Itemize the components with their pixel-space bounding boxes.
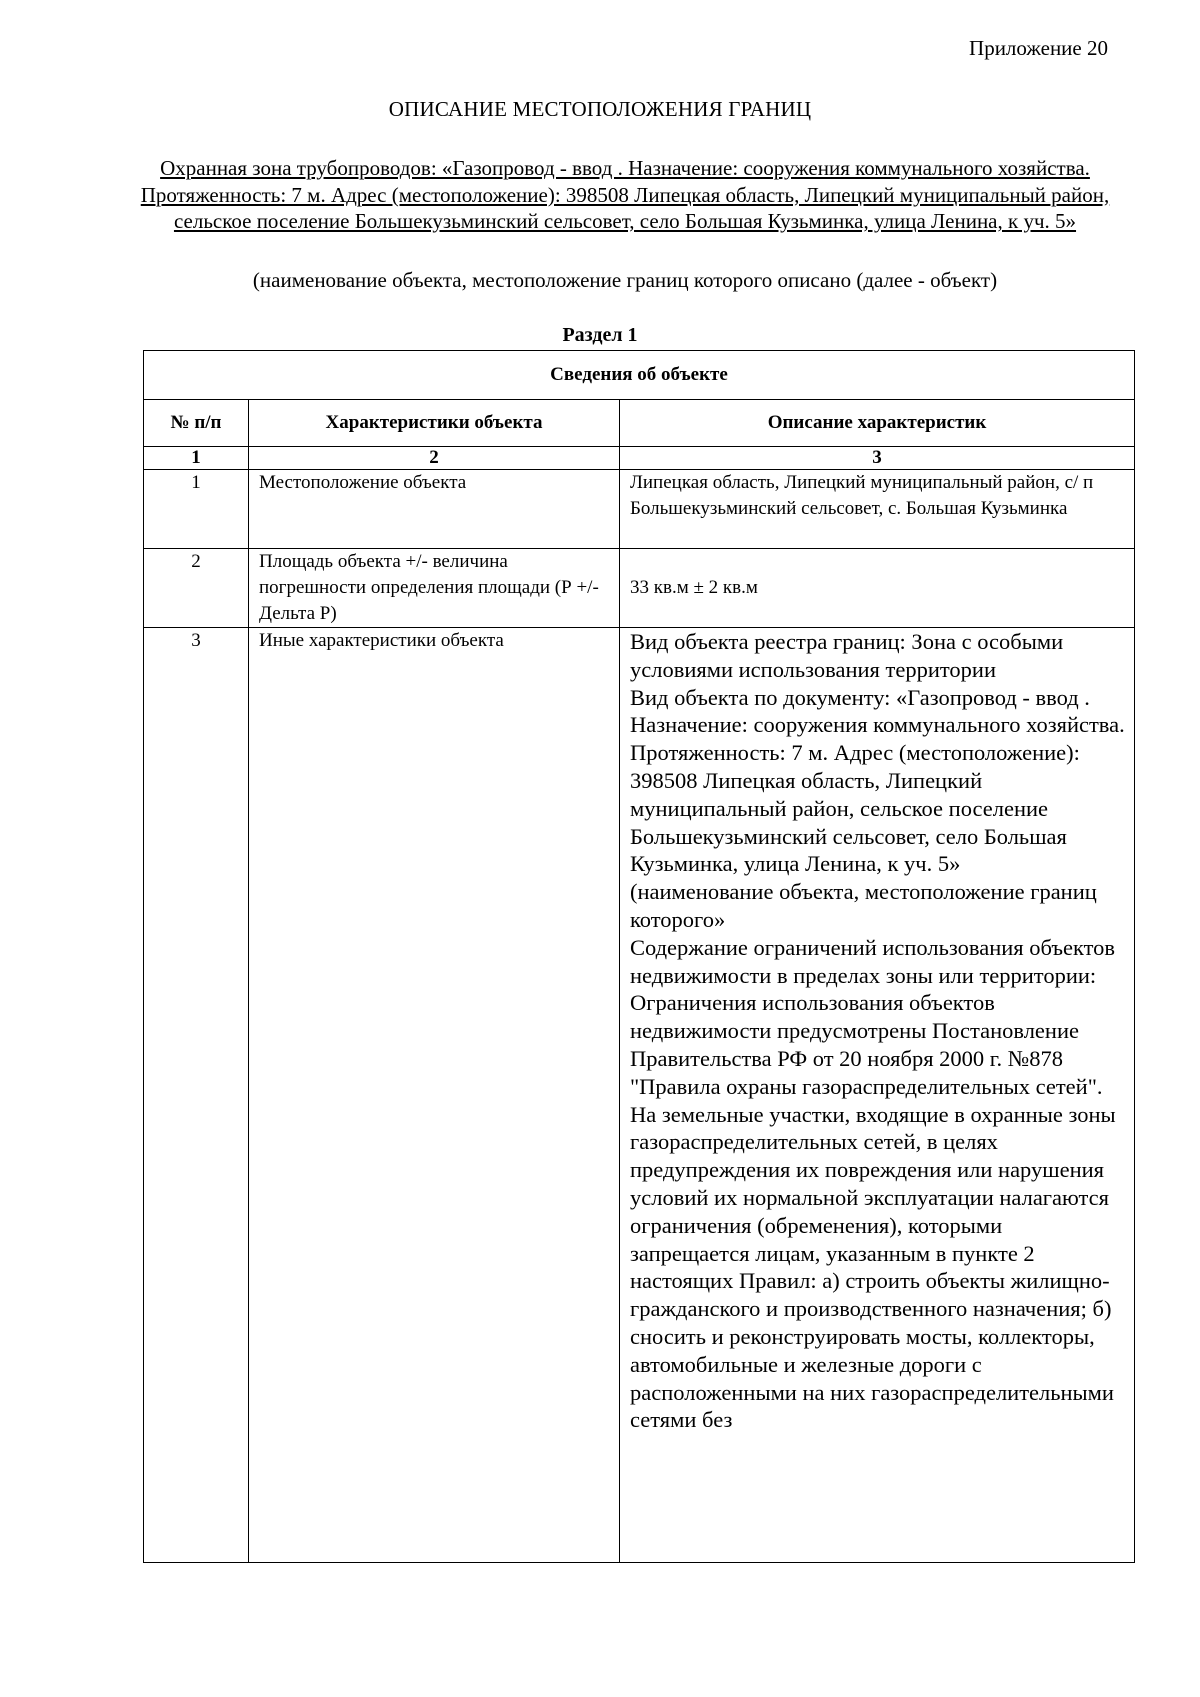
row-characteristic: Иные характеристики объекта <box>249 628 620 1563</box>
row-description: Вид объекта реестра границ: Зона с особыми условиями использования территории Вид объекта по документу: «Газопровод - ввод . Назначение: сооружения коммунального хозяйства. Протяженность: 7 м. Адрес (местоположение): 398508 Липецкая область, Липецкий муниципальный район, сельское поселение Большекузьминский сельсовет, село Большая Кузьминка, улица Ленина, к уч. 5» (наименование объекта, местоположение границ которого» Содержание ограничений использования объектов недвижимости в пределах зоны или территории: Ограничения использования объектов недвижимости предусмотрены Постановление Правительства РФ от 20 ноября 2000 г. №878 "Правила охраны газораспределительных сетей". На земельные участки, входящие в охранные зоны газораспределительных сетей, в целях предупреждения их повреждения или нарушения условий их нормальной эксплуатации налагаются ограничения (обременения), которыми запрещается лицам, указанным в пункте 2 настоящих Правил: а) строить объекты жилищно-гражданского и производственного назначения; б) сносить и реконструировать мосты, коллекторы, автомобильные и железные дороги с расположенными на них газораспределительными сетями без <box>620 628 1135 1563</box>
document-title: ОПИСАНИЕ МЕСТОПОЛОЖЕНИЯ ГРАНИЦ <box>388 97 812 121</box>
row-number: 2 <box>144 549 249 628</box>
section-title: Раздел 1 <box>562 324 638 346</box>
row-number: 3 <box>144 628 249 1563</box>
row-description: Липецкая область, Липецкий муниципальный район, с/ п Большекузьминский сельсовет, с. Большая Кузьминка <box>620 470 1135 549</box>
object-name: Охранная зона трубопроводов: «Газопровод - ввод . Назначение: сооружения коммунального хозяйства. Протяженность: 7 м. Адрес (местоположение): 398508 Липецкая область, Липецкий муниципальный район, сельское поселение Большекузьминский сельсовет, село Большая Кузьминка, улица Ленина, к уч. 5» <box>140 156 1110 233</box>
table-title: Сведения об объекте <box>144 351 1135 400</box>
object-caption: (наименование объекта, местоположение границ которого описано (далее - объект) <box>252 268 998 292</box>
appendix-label: Приложение 20 <box>969 36 1108 60</box>
table-row <box>144 628 1135 1563</box>
column-header-description: Описание характеристик <box>620 400 1135 447</box>
row-description: 33 кв.м ± 2 кв.м <box>620 549 1135 628</box>
column-header-characteristic: Характеристики объекта <box>249 400 620 447</box>
column-number-1: 1 <box>144 447 249 470</box>
row-characteristic: Площадь объекта +/- величина погрешности определения площади (Р +/- Дельта Р) <box>249 549 620 628</box>
object-info-table <box>143 350 1135 1563</box>
row-number: 1 <box>144 470 249 549</box>
table-row <box>144 470 1135 549</box>
table-row <box>144 549 1135 628</box>
column-header-number: № п/п <box>144 400 249 447</box>
column-number-3: 3 <box>620 447 1135 470</box>
column-number-2: 2 <box>249 447 620 470</box>
row-characteristic: Местоположение объекта <box>249 470 620 549</box>
